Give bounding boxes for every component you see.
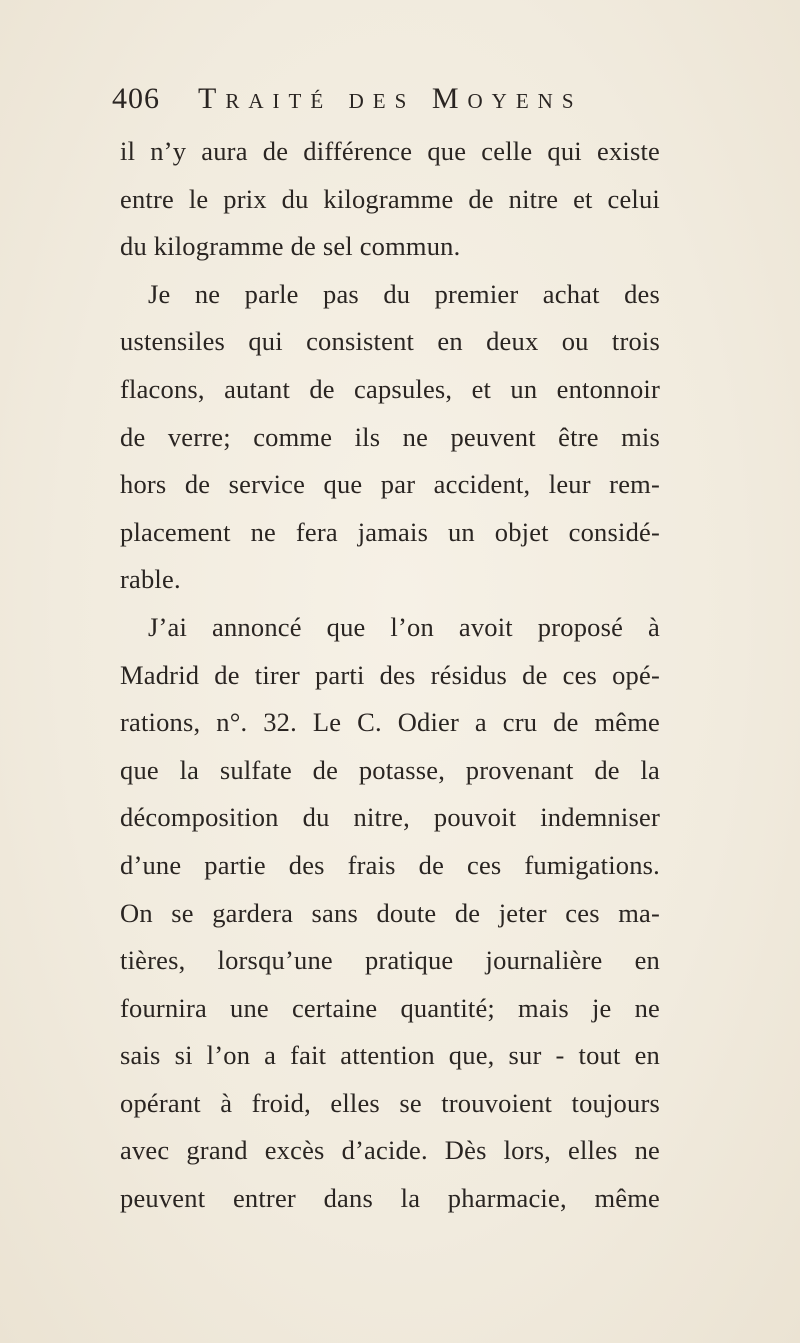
text-line: opérant à froid, elles se trouvoient toujours — [120, 1087, 660, 1118]
text-line: de verre; comme ils ne peuvent être mis — [120, 421, 660, 452]
text-line: Madrid de tirer parti des résidus de ces opé- — [120, 659, 660, 690]
text-line: fournira une certaine quantité; mais je ne — [120, 992, 660, 1023]
text-line: hors de service que par accident, leur rem- — [120, 469, 660, 500]
text-line: rable. — [120, 564, 181, 595]
body-text — [120, 128, 660, 1223]
paragraph-start-line: Je ne parle pas du premier achat des — [148, 278, 660, 309]
text-line: il n’y aura de différence que celle qui existe — [120, 136, 660, 166]
paragraph-start-line: J’ai annoncé que l’on avoit proposé à — [148, 611, 660, 642]
text-line: peuvent entrer dans la pharmacie, même — [120, 1183, 660, 1214]
text-line: d’une partie des frais de ces fumigations. — [120, 849, 660, 880]
text-line: flacons, autant de capsules, et un entonnoir — [120, 373, 660, 404]
page-header — [112, 72, 672, 128]
text-line: que la sulfate de potasse, provenant de la — [120, 754, 660, 785]
text-line: tières, lorsqu’une pratique journalière en — [120, 945, 660, 976]
text-line: entre le prix du kilogramme de nitre et celui — [120, 183, 660, 214]
running-title: Traité des Moyens — [198, 82, 583, 115]
text-line: ustensiles qui consistent en deux ou trois — [120, 326, 660, 357]
text-line: décomposition du nitre, pouvoit indemniser — [120, 802, 660, 833]
text-line: placement ne fera jamais un objet considé- — [120, 516, 660, 547]
text-line: On se gardera sans doute de jeter ces ma- — [120, 897, 660, 928]
text-line: rations, n°. 32. Le C. Odier a cru de même — [120, 707, 660, 738]
text-line: sais si l’on a fait attention que, sur - tout en — [120, 1040, 660, 1071]
text-line: avec grand excès d’acide. Dès lors, elles ne — [120, 1135, 660, 1166]
page-number: 406 — [112, 82, 160, 115]
text-line: du kilogramme de sel commun. — [120, 231, 461, 262]
